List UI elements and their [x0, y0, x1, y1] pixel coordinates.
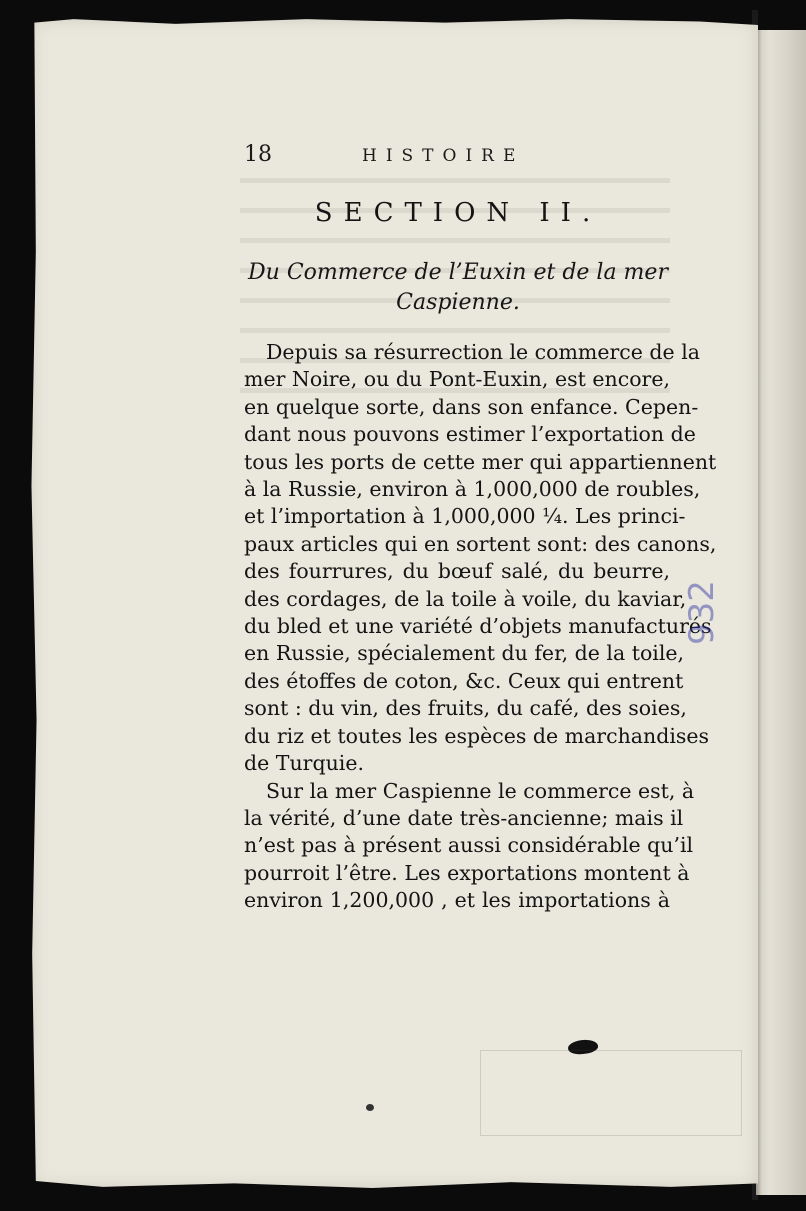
section-title: SECTION II.	[314, 198, 602, 228]
handwritten-margin-note: 932	[682, 580, 722, 645]
text-line: Sur la mer Caspienne le commerce est, à	[266, 778, 695, 803]
text-line: dant nous pouvons estimer l’exportation de	[244, 422, 696, 447]
text-line: environ 1,200,000 , et les importations à	[244, 888, 670, 913]
text-line: du bled et une variété d’objets manufacturés	[244, 614, 712, 639]
text-line: à la Russie, environ à 1,000,000 de roubles,	[244, 477, 701, 502]
text-line: pourroit l’être. Les exportations montent à	[244, 860, 690, 885]
text-line: paux articles qui en sortent sont: des canons,	[244, 531, 717, 556]
text-line: en Russie, spécialement du fer, de la toile,	[244, 641, 685, 666]
text-line: n’est pas à présent aussi considérable qu’il	[244, 833, 694, 858]
library-stamp-show-through	[480, 1050, 742, 1136]
text-line: et l’importation à 1,000,000 ¼. Les princi-	[244, 504, 686, 529]
text-line: des cordages, de la toile à voile, du kaviar,	[244, 586, 687, 611]
text-line: de Turquie.	[244, 751, 364, 776]
page-header	[244, 142, 672, 174]
text-line: tous les ports de cette mer qui appartiennent	[244, 449, 717, 474]
section-subtitle	[244, 258, 672, 318]
text-line: des fourrures, du bœuf salé, du beurre,	[244, 559, 670, 584]
ink-speck	[366, 1104, 374, 1111]
text-line: en quelque sorte, dans son enfance. Cepen-	[244, 394, 699, 419]
page-number: 18	[244, 142, 272, 167]
text-line: du riz et toutes les espèces de marchandises	[244, 723, 710, 748]
text-line: Depuis sa résurrection le commerce de la	[266, 340, 700, 364]
subtitle-line: Caspienne.	[396, 290, 520, 315]
running-head: HISTOIRE	[362, 146, 525, 166]
text-line: sont : du vin, des fruits, du café, des soies,	[244, 696, 687, 721]
text-line: la vérité, d’une date très-ancienne; mais il	[244, 805, 684, 830]
text-line: mer Noire, ou du Pont-Euxin, est encore,	[244, 367, 670, 392]
subtitle-line: Du Commerce de l’Euxin et de la mer	[248, 260, 668, 285]
text-line: des étoffes de coton, &c. Ceux qui entrent	[244, 668, 684, 693]
